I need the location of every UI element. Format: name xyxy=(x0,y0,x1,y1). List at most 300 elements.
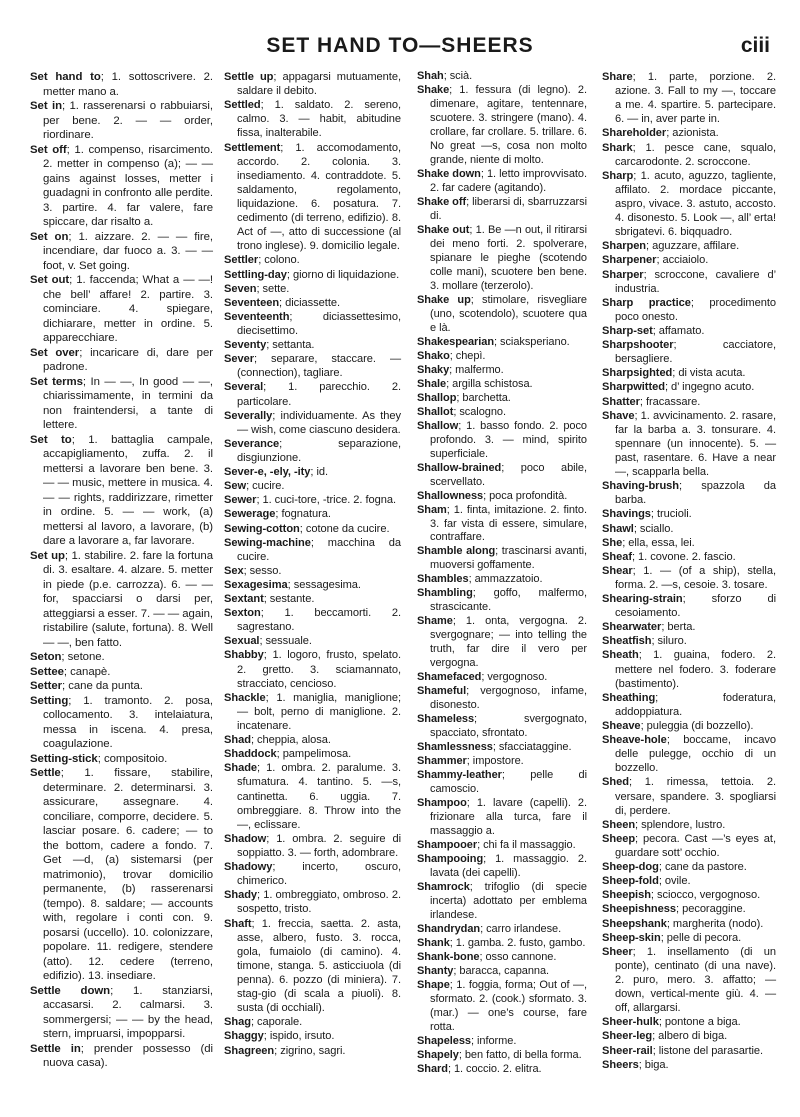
dictionary-entry xyxy=(602,564,776,592)
entry-headword: Shapeless xyxy=(417,1034,471,1047)
dictionary-entry xyxy=(224,465,401,479)
entry-headword: Shabby xyxy=(224,649,264,662)
entry-definition: ; appagarsi mutuamente, saldare il debito. xyxy=(237,71,401,98)
entry-definition: ; 1. acuto, aguzzo, tagliente, affilato. 2. mordace piccante, aspro, vivace. 3. astuto, accosto. 4. disonesto. 5. Look —, all’ erta! sbrigatevi. 6. biqquadro. xyxy=(615,169,776,239)
entry-definition: ; id. xyxy=(310,466,329,479)
entry-definition: ; 1. gamba. 2. fusto, gambo. xyxy=(449,937,586,950)
entry-headword: Shear xyxy=(602,564,633,577)
entry-headword: Seton xyxy=(30,651,62,663)
entry-headword: Shake down xyxy=(417,167,481,180)
dictionary-entry xyxy=(602,141,776,169)
dictionary-entry xyxy=(224,409,401,437)
entry-definition: ; trifoglio (di specie incerta) adottato per emblema irlandese. xyxy=(430,881,587,922)
entry-definition: ; incerto, oscuro, chimerico. xyxy=(237,861,401,888)
entry-definition: ; cotone da cucire. xyxy=(299,522,390,535)
entry-definition: ; giorno di liquidazione. xyxy=(286,268,400,281)
dictionary-entry xyxy=(224,282,401,296)
entry-definition: ; osso cannone. xyxy=(479,951,557,964)
dictionary-entry xyxy=(30,433,213,549)
entry-definition: ; In — —, In good — —, chiarissimamente, in termini da non fraintendersi, a tante di lettere. xyxy=(43,375,214,431)
entry-headword: Sheer-hulk xyxy=(602,1016,659,1029)
entry-definition: ; 1. fissare, stabilire, determinare. 2. determinarsi. 3. assicurare, assegnare. 4. conciliare, comporre, decidere. 5. lasciar posare. 6. cadere; — to the bottom, cadere a fondo. 7. Get —d, (a) sistemarsi (per matrimonio), trovar domicilio permanente, (b) rasserenarsi (tempo). 8. saldare; — accounts with, regolare i conti con. 9. posarsi (uccello). 10. colonizzare, popolare. 11. redigere, stendere (atto). 12. cedere (terreno, edifizio). 13. insediare. xyxy=(43,767,213,982)
entry-headword: Sever xyxy=(224,353,254,366)
entry-headword: Sheath xyxy=(602,649,639,662)
entry-headword: Sheep-dog xyxy=(602,861,659,874)
entry-headword: Shady xyxy=(224,889,258,902)
entry-headword: Setting xyxy=(30,694,69,707)
entry-definition: ; poco abile, scervellato. xyxy=(430,461,587,488)
entry-definition: ; sestante. xyxy=(263,593,315,606)
entry-definition: ; ella, essa, lei. xyxy=(622,536,695,549)
entry-definition: ; 1. guaina, fodero. 2. mettere nel fodero. 3. foderare (bastimento). xyxy=(615,649,776,690)
entry-headword: Sewer xyxy=(224,494,257,507)
dictionary-entry xyxy=(30,549,213,651)
dictionary-entry xyxy=(224,1044,401,1058)
entry-definition: ; argilla schistosa. xyxy=(446,377,533,390)
dictionary-entry xyxy=(602,536,776,550)
dictionary-entry xyxy=(602,479,776,507)
dictionary-entry xyxy=(224,917,401,1016)
entry-headword: Set up xyxy=(30,549,65,562)
entry-headword: Shagreen xyxy=(224,1044,275,1057)
entry-headword: Settle xyxy=(30,767,61,779)
entry-headword: Sheaf xyxy=(602,550,632,563)
entry-definition: ; caporale. xyxy=(250,1016,303,1029)
dictionary-entry xyxy=(30,665,213,680)
entry-definition: ; scià. xyxy=(443,70,473,82)
dictionary-entry xyxy=(417,196,587,224)
dictionary-entry xyxy=(224,648,401,690)
dictionary-entry xyxy=(224,747,401,761)
dictionary-entry xyxy=(224,70,401,98)
entry-headword: Set terms xyxy=(30,375,83,388)
entry-definition: ; pampelimosa. xyxy=(276,748,352,761)
dictionary-entry xyxy=(602,380,776,394)
dictionary-entry xyxy=(417,1049,587,1063)
dictionary-entry xyxy=(224,888,401,916)
dictionary-entry xyxy=(602,268,776,296)
entry-headword: Sheathing xyxy=(602,691,656,704)
entry-headword: Shed xyxy=(602,776,629,789)
entry-definition: ; 1. ombreggiato, ombroso. 2. sospetto, tristo. xyxy=(237,889,401,916)
dictionary-entry xyxy=(417,741,587,755)
entry-headword: Shake out xyxy=(417,223,470,236)
entry-definition: ; affamato. xyxy=(652,324,705,337)
entry-definition: ; 1. lavare (capelli). 2. frizionare alla turca, fare il massaggio a. xyxy=(430,797,587,838)
dictionary-entry xyxy=(602,1044,776,1058)
dictionary-entry xyxy=(602,126,776,140)
entry-headword: Sexagesima xyxy=(224,578,288,591)
entry-definition: ; 1. cuci-tore, -trice. 2. fogna. xyxy=(256,494,396,507)
entry-definition: ; 1. saldato. 2. sereno, calmo. 3. — habit, abitudine fissa, inalterabile. xyxy=(237,99,401,140)
entry-headword: Set to xyxy=(30,433,72,446)
entry-headword: Shako xyxy=(417,349,450,362)
entry-definition: ; pelle di camoscio. xyxy=(430,769,587,796)
dictionary-entry xyxy=(417,1035,587,1049)
running-head: SET HAND TO—SHEERS xyxy=(266,34,534,57)
dictionary-entry xyxy=(224,761,401,832)
entry-headword: Sharpwitted xyxy=(602,381,665,394)
entry-definition: ; pecora. Cast —’s eyes at, guardare sott’ occhio. xyxy=(615,832,776,860)
dictionary-entry xyxy=(417,420,587,462)
entry-definition: ; pontone a biga. xyxy=(658,1016,741,1029)
dictionary-entry xyxy=(602,620,776,634)
dictionary-entry xyxy=(30,99,213,143)
entry-headword: Shake off xyxy=(417,195,467,208)
entry-definition: ; vergognoso. xyxy=(481,671,548,684)
entry-headword: Sharp-set xyxy=(602,324,653,337)
entry-headword: Sharpsighted xyxy=(602,367,673,380)
dictionary-entry xyxy=(602,648,776,690)
entry-headword: Shape xyxy=(417,978,450,991)
entry-headword: Sheer-rail xyxy=(602,1044,653,1057)
entry-definition: ; pecoraggine. xyxy=(676,903,746,916)
entry-headword: Shard xyxy=(417,1062,448,1075)
entry-definition: ; diciassette. xyxy=(279,296,341,309)
dictionary-entry xyxy=(30,752,213,767)
entry-headword: Sheep xyxy=(602,832,636,845)
dictionary-entry xyxy=(30,650,213,665)
entry-headword: Shandrydan xyxy=(417,923,481,936)
entry-definition: ; zigrino, sagri. xyxy=(274,1044,346,1057)
entry-headword: Shaddock xyxy=(224,748,277,761)
entry-headword: Shank xyxy=(417,937,450,950)
entry-headword: Shaft xyxy=(224,917,252,930)
dictionary-entry xyxy=(30,766,213,984)
entry-headword: Sheave-hole xyxy=(602,734,667,747)
entry-headword: Shame xyxy=(417,615,453,628)
entry-headword: Shark xyxy=(602,141,633,154)
entry-definition: ; azionista. xyxy=(666,127,719,140)
entry-headword: Shapely xyxy=(417,1048,459,1061)
dictionary-entry xyxy=(417,294,587,336)
entry-definition: ; 1. insellamento (di un ponte), centinato (di una nave). 2. puro, mero. 3. affatto; — down, vertical-mente giù. 4. — off, allargarsi. xyxy=(615,945,776,1015)
dictionary-entry xyxy=(417,70,587,84)
entry-definition: ; aguzzare, affilare. xyxy=(646,240,740,253)
entry-definition: ; cucire. xyxy=(246,480,285,493)
entry-definition: ; individuamente. As they — wish, come ciascuno desidera. xyxy=(237,409,401,436)
entry-headword: Shaving-brush xyxy=(602,480,680,493)
entry-definition: ; carro irlandese. xyxy=(480,923,562,936)
entry-headword: Shaky xyxy=(417,363,450,376)
entry-definition: ; chi fa il massaggio. xyxy=(477,839,576,852)
dictionary-entry xyxy=(602,1015,776,1029)
entry-headword: Shammer xyxy=(417,755,467,768)
entry-headword: Shallowness xyxy=(417,489,484,502)
entry-headword: Seven xyxy=(224,282,257,295)
entry-headword: Sharp xyxy=(602,169,634,182)
entry-definition: ; chepì. xyxy=(449,349,486,362)
entry-headword: Seventeenth xyxy=(224,310,290,323)
entry-definition: ; 1. pesce cane, squalo, carcarodonte. 2. scroccone. xyxy=(615,141,776,168)
entry-headword: Shatter xyxy=(602,395,640,408)
dictionary-entry xyxy=(417,224,587,294)
dictionary-entry xyxy=(417,797,587,839)
dictionary-entry xyxy=(30,143,213,230)
dictionary-entry xyxy=(602,733,776,775)
dictionary-entry xyxy=(224,380,401,408)
entry-definition: ; cane da pastore. xyxy=(658,861,747,874)
entry-definition: ; svergognato, spacciato, sfrontato. xyxy=(430,713,587,740)
dictionary-entry xyxy=(417,84,587,168)
dictionary-entry xyxy=(417,392,587,406)
dictionary-entry xyxy=(417,587,587,615)
entry-definition: ; 1. foggia, forma; Out of —, sformato. 2. (cook.) sformato. 3. (mar.) — one’s course, fare rotta. xyxy=(430,978,587,1033)
entry-headword: Sew xyxy=(224,480,247,493)
dictionary-entry xyxy=(417,168,587,196)
dictionary-entry xyxy=(417,490,587,504)
dictionary-entry xyxy=(224,1015,401,1029)
entry-definition: ; separare, staccare. — (connection), tagliare. xyxy=(237,353,401,380)
dictionary-entry xyxy=(30,1042,213,1071)
dictionary-entry xyxy=(224,253,401,267)
entry-definition: ; 1. logoro, frusto, spelato. 2. gretto. 3. sciamannato, stracciato, cencioso. xyxy=(237,649,401,690)
entry-definition: ; sette. xyxy=(256,282,290,295)
dictionary-entry xyxy=(417,364,587,378)
dictionary-entry xyxy=(224,338,401,352)
dictionary-entry xyxy=(602,169,776,240)
entry-definition: ; 1. faccenda; What a — —! che bell’ affare! 2. partire. 3. cominciare. 4. spiegare, dichiarare, metter in ordine. 5. apparecchiare. xyxy=(43,274,213,344)
entry-definition: ; 1. beccamorti. 2. sagrestano. xyxy=(237,607,401,634)
entry-headword: Sharpshooter xyxy=(602,339,674,352)
dictionary-entry xyxy=(224,832,401,860)
entry-definition: ; siluro. xyxy=(651,635,687,648)
entry-headword: Shallow xyxy=(417,419,459,432)
entry-headword: Sheepish xyxy=(602,889,651,902)
dictionary-entry xyxy=(417,755,587,769)
entry-definition: ; 1. parte, porzione. 2. azione. 3. Fall to my —, toccare a me. 4. spartire. 5. partecipare. 6. — in, aver parte in. xyxy=(615,71,776,126)
dictionary-entry xyxy=(417,951,587,965)
entry-definition: ; impostore. xyxy=(466,755,524,768)
entry-headword: Sexton xyxy=(224,607,261,620)
entry-headword: Shambling xyxy=(417,587,473,600)
dictionary-entry xyxy=(417,685,587,713)
entry-headword: Settle up xyxy=(224,71,274,83)
entry-headword: Settler xyxy=(224,254,259,267)
entry-definition: ; sciallo. xyxy=(633,522,674,535)
entry-definition: ; berta. xyxy=(661,621,696,634)
dictionary-entry xyxy=(602,931,776,945)
entry-headword: Sewing-cotton xyxy=(224,522,300,535)
entry-definition: ; pelle di pecora. xyxy=(660,931,742,944)
dictionary-entry xyxy=(417,545,587,573)
entry-headword: Shammy-leather xyxy=(417,769,502,782)
dictionary-entry xyxy=(417,937,587,951)
entry-headword: Shake xyxy=(417,83,450,96)
dictionary-entry xyxy=(602,719,776,733)
entry-headword: Shaggy xyxy=(224,1030,264,1043)
entry-headword: Shadow xyxy=(224,832,267,845)
entry-headword: Set hand to xyxy=(30,71,101,83)
entry-headword: Settle down xyxy=(30,984,111,997)
entry-headword: Shearing-strain xyxy=(602,593,683,606)
dictionary-entry xyxy=(224,437,401,465)
entry-headword: Shave xyxy=(602,409,635,422)
entry-definition: ; listone del parasartie. xyxy=(652,1044,764,1057)
entry-definition: ; sfacciataggine. xyxy=(492,741,572,754)
dictionary-entry xyxy=(30,694,213,752)
entry-definition: ; 1. finta, imitazione. 2. finto. 3. far vista di essere, simulare, contraffare. xyxy=(430,503,587,544)
dictionary-entry xyxy=(224,352,401,380)
entry-definition: ; 1. freccia, saetta. 2. asta, asse, albero, fusto. 3. rocca, gola, fumaiolo (di camino). 4. timone, stanga. 5. asticciuola (di penna). 6. pozzo (di miniera). 7. stag-gio (di scala a piuoli). 8. susta (di occhiali). xyxy=(237,917,401,1015)
dictionary-entry xyxy=(224,522,401,536)
dictionary-entry xyxy=(417,923,587,937)
dictionary-entry xyxy=(602,522,776,536)
dictionary-entry xyxy=(602,874,776,888)
dictionary-entry xyxy=(602,917,776,931)
dictionary-entry xyxy=(602,818,776,832)
entry-definition: ; 1. coccio. 2. elitra. xyxy=(447,1062,542,1075)
entry-definition: ; 1. Be —n out, il ritirarsi dei meno forti. 2. spolverare, spianare le pieghe (scotendo colle mani), scuotere ben bene. 3. mollare (terzerolo). xyxy=(430,223,587,292)
entry-headword: Share xyxy=(602,71,633,83)
entry-headword: Sheers xyxy=(602,1058,639,1071)
entry-definition: ; sforzo di cesoiamento. xyxy=(615,593,776,620)
entry-definition: ; trascinarsi avanti, muoversi goffamente. xyxy=(430,545,587,572)
entry-definition: ; fracassare. xyxy=(639,395,701,408)
entry-headword: Settle in xyxy=(30,1042,81,1055)
dictionary-entry xyxy=(602,775,776,817)
entry-definition: ; 1. stanziarsi, accasarsi. 2. calmarsi. 3. sommergersi; — — by the head, stern, impruarsi, impopparsi. xyxy=(43,984,213,1040)
entry-headword: Sharpener xyxy=(602,254,657,267)
dictionary-entry xyxy=(30,984,213,1042)
entry-definition: ; 1. ombra. 2. paralume. 3. sfumatura. 4. tantino. 5. —s, cantinetta. 6. uggia. 7. ombreggiare. 8. Throw into the —, eclissare. xyxy=(237,762,401,831)
entry-headword: Sham xyxy=(417,503,447,516)
entry-definition: ; 1. rasserenarsi o rabbuiarsi, per bene. 2. — — order, riordinare. xyxy=(43,100,213,141)
column-4 xyxy=(602,70,776,1090)
entry-definition: ; 1. — (of a ship), stella, forma. 2. —s, cesoie. 3. tosare. xyxy=(615,564,776,591)
dictionary-entry xyxy=(602,1058,776,1072)
dictionary-entry xyxy=(224,296,401,310)
dictionary-entry xyxy=(224,634,401,648)
entry-headword: Sheep-fold xyxy=(602,875,659,888)
entry-headword: Shamrock xyxy=(417,881,470,894)
entry-headword: Shampooing xyxy=(417,853,484,866)
entry-headword: Sheen xyxy=(602,818,636,831)
entry-headword: Shareholder xyxy=(602,127,667,140)
entry-headword: Shearwater xyxy=(602,621,662,634)
entry-definition: ; sciocco, vergognoso. xyxy=(650,889,761,902)
entry-headword: Sheave xyxy=(602,720,641,733)
entry-definition: ; 1. avvicinamento. 2. rasare, far la barba a. 3. tonsurare. 4. spennare (un innocente). 5. — past, rasentare. 6. Have a near —, scapparla bella. xyxy=(615,409,776,479)
entry-definition: ; 1. fessura (di legno). 2. dimenare, agitare, tentennare, scuotere. 3. stringere (mano). 4. crollare, far crollare. 5. trillare. 6. No great —s, cosa non molto grande, niente di molto. xyxy=(430,83,587,166)
dictionary-entry xyxy=(224,310,401,338)
entry-headword: Sex xyxy=(224,564,244,577)
entry-definition: ; biga. xyxy=(638,1058,669,1071)
dictionary-entry xyxy=(224,98,401,140)
dictionary-entry xyxy=(602,70,776,126)
entry-definition: ; ovile. xyxy=(658,875,691,888)
dictionary-entry xyxy=(224,493,401,507)
entry-definition: ; 1. compenso, risarcimento. 2. metter in compenso (a); — — gains against losses, metter i guadagni in confronto alle perdite. 3. partire. 4. far valere, fare spiccare, dar risalto a. xyxy=(43,143,213,228)
dictionary-entry xyxy=(30,230,213,274)
entry-headword: Settled xyxy=(224,99,261,112)
dictionary-entry xyxy=(602,634,776,648)
dictionary-entry xyxy=(224,1029,401,1043)
entry-headword: Setting-stick xyxy=(30,752,98,765)
dictionary-entry xyxy=(602,239,776,253)
entry-headword: Sever-e, -ely, -ity xyxy=(224,466,311,479)
dictionary-entry xyxy=(602,592,776,620)
dictionary-entry xyxy=(602,945,776,1016)
dictionary-entry xyxy=(224,606,401,634)
entry-definition: ; macchina da cucire. xyxy=(237,536,401,563)
entry-definition: ; ispido, irsuto. xyxy=(263,1030,335,1043)
dictionary-entry xyxy=(30,273,213,346)
dictionary-entry xyxy=(417,336,587,350)
entry-definition: ; 1. maniglia, maniglione; — bolt, perno di maniglione. 2. incatenare. xyxy=(237,691,401,733)
dictionary-entry xyxy=(224,536,401,564)
entry-definition: ; sesso. xyxy=(243,564,282,577)
dictionary-entry xyxy=(30,346,213,375)
entry-definition: ; liberarsi di, sbarruzzarsi di. xyxy=(430,195,588,222)
entry-headword: Set over xyxy=(30,346,80,359)
dictionary-entry xyxy=(602,366,776,380)
entry-definition: ; 1. sottoscrivere. 2. metter mano a. xyxy=(43,71,213,98)
dictionary-entry xyxy=(417,713,587,741)
entry-definition: ; separazione, disgiunzione. xyxy=(237,437,401,464)
entry-definition: ; sessagesima. xyxy=(287,578,361,591)
entry-definition: ; ben fatto, di bella forma. xyxy=(458,1048,582,1061)
entry-definition: ; diciassettesimo, diecisettimo. xyxy=(237,310,401,337)
entry-headword: Several xyxy=(224,381,264,394)
dictionary-entry xyxy=(30,375,213,433)
dictionary-entry xyxy=(417,979,587,1035)
entry-headword: Sharp practice xyxy=(602,296,691,309)
dictionary-entry xyxy=(30,679,213,694)
dictionary-entry xyxy=(224,564,401,578)
entry-definition: ; 1. battaglia campale, accapigliamento, zuffa. 2. il mettersi a lavorare ben bene. 3. — — music, mettere in musica. 4. — — rights, raddirizzare, rimetter in ordine. 5. — — work, (a) mettersi al lavoro, a lavorare, (b) dare a lavorare a, far lavorare. xyxy=(43,433,213,547)
dictionary-entry xyxy=(417,378,587,392)
entry-headword: Sewerage xyxy=(224,508,276,521)
entry-definition: ; 1. massaggio. 2. lavata (dei capelli). xyxy=(430,853,587,880)
entry-headword: Shank-bone xyxy=(417,951,480,964)
entry-definition: ; informe. xyxy=(470,1034,517,1047)
entry-headword: Shavings xyxy=(602,508,651,521)
dictionary-columns xyxy=(30,70,776,1090)
entry-headword: Set in xyxy=(30,100,62,112)
entry-definition: ; 1. aizzare. 2. — — fire, incendiare, dar fuoco a. 3. — — foot, v. Set going. xyxy=(43,230,213,272)
entry-definition: ; foderatura, addoppiatura. xyxy=(615,691,776,718)
entry-headword: Shakespearian xyxy=(417,335,495,348)
entry-definition: ; margherita (nodo). xyxy=(666,917,764,930)
entry-definition: ; albero di biga. xyxy=(652,1030,728,1043)
dictionary-entry xyxy=(417,965,587,979)
entry-definition: ; malfermo. xyxy=(449,363,504,376)
entry-definition: ; puleggia (di bozzello). xyxy=(640,720,754,733)
entry-headword: Sharpen xyxy=(602,240,647,253)
dictionary-entry xyxy=(602,888,776,902)
column-1 xyxy=(30,70,213,1090)
entry-definition: ; ammazzatoio. xyxy=(468,573,543,586)
dictionary-entry xyxy=(417,1063,587,1077)
dictionary-entry xyxy=(602,324,776,338)
dictionary-entry xyxy=(602,832,776,860)
entry-definition: ; vergognoso, infame, disonesto. xyxy=(430,685,587,712)
entry-definition: ; compositoio. xyxy=(97,752,168,765)
entry-headword: Shake up xyxy=(417,293,471,306)
entry-headword: Set off xyxy=(30,143,67,156)
entry-headword: Shag xyxy=(224,1016,251,1029)
dictionary-entry xyxy=(224,691,401,733)
entry-headword: Sheer-leg xyxy=(602,1030,653,1043)
entry-definition: ; cheppia, alosa. xyxy=(250,734,331,747)
entry-definition: ; goffo, malfermo, strascicante. xyxy=(430,587,587,614)
entry-definition: ; setone. xyxy=(61,651,105,663)
entry-definition: ; scalogno. xyxy=(453,405,506,418)
entry-headword: Setter xyxy=(30,680,62,692)
column-2 xyxy=(224,70,401,1090)
entry-headword: Shamlessness xyxy=(417,741,493,754)
